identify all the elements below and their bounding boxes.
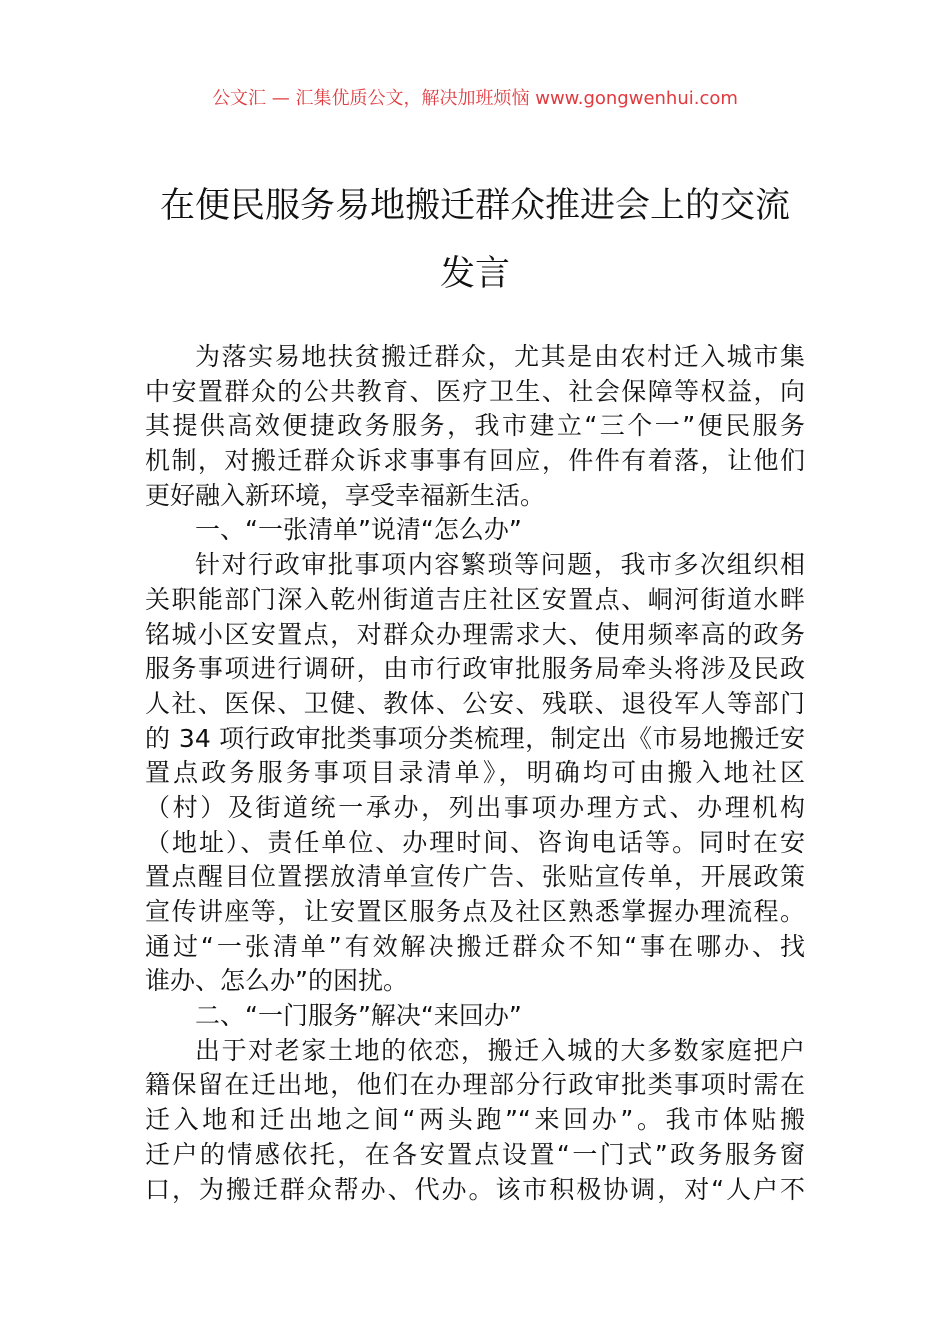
text-line: 机制，对搬迁群众诉求事事有回应，件件有着落，让他们 [145,446,805,476]
text-line: 通过“一张清单”有效解决搬迁群众不知“事在哪办、找 [145,931,805,961]
text-line: 人社、医保、卫健、教体、公安、残联、退役军人等部门 [145,688,805,718]
text-line: （村）及街道统一承办，列出事项办理方式、办理机构 [145,792,805,822]
document-title-line-2: 发言 [439,254,510,294]
text-line: 口，为搬迁群众帮办、代办。该市积极协调，对“人户不 [145,1174,805,1204]
text-line: 针对行政审批事项内容繁琐等问题，我市多次组织相 [195,550,805,580]
document-body [145,340,805,1207]
text-line: 关职能部门深入乾州街道吉庄社区安置点、峒河街道水畔 [145,584,805,614]
text-line: 更好融入新环境，享受幸福新生活。 [145,480,546,510]
text-line: 中安置群众的公共教育、医疗卫生、社会保障等权益，向 [145,376,805,406]
text-line: 出于对老家土地的依恋，搬迁入城的大多数家庭把户 [195,1035,805,1065]
text-line: 宣传讲座等，让安置区服务点及社区熟悉掌握办理流程。 [145,897,805,926]
text-line: 迁户的情感依托，在各安置点设置“一门式”政务服务窗 [145,1139,805,1169]
text-line: 置点醒目位置摆放清单宣传广告、张贴宣传单，开展政策 [145,862,805,892]
watermark-header: 公文汇 — 汇集优质公文，解决加班烦恼 www.gongwenhui.com [212,88,738,109]
text-line: （地址）、责任单位、办理时间、咨询电话等。同时在安 [145,827,805,857]
text-line: 置点政务服务事项目录清单》，明确均可由搬入地社区 [145,758,805,788]
text-line: 服务事项进行调研，由市行政审批服务局牵头将涉及民政 [145,654,805,684]
text-line: 籍保留在迁出地，他们在办理部分行政审批类事项时需在 [145,1070,805,1100]
text-line: 二、“一门服务”解决“来回办” [195,1001,522,1031]
text-line: 一、“一张清单”说清“怎么办” [195,515,522,545]
text-line: 谁办、怎么办”的困扰。 [145,966,408,996]
text-line: 的 34 项行政审批类事项分类梳理，制定出《市易地搬迁安 [145,723,805,753]
text-line: 其提供高效便捷政务服务，我市建立“三个一”便民服务 [145,411,805,441]
text-line: 迁入地和迁出地之间“两头跑”“来回办”。我市体贴搬 [145,1105,805,1135]
document-title-line-1: 在便民服务易地搬迁群众推进会上的交流 [159,186,790,226]
text-line: 铭城小区安置点，对群众办理需求大、使用频率高的政务 [145,619,805,649]
text-line: 为落实易地扶贫搬迁群众，尤其是由农村迁入城市集 [195,342,805,371]
